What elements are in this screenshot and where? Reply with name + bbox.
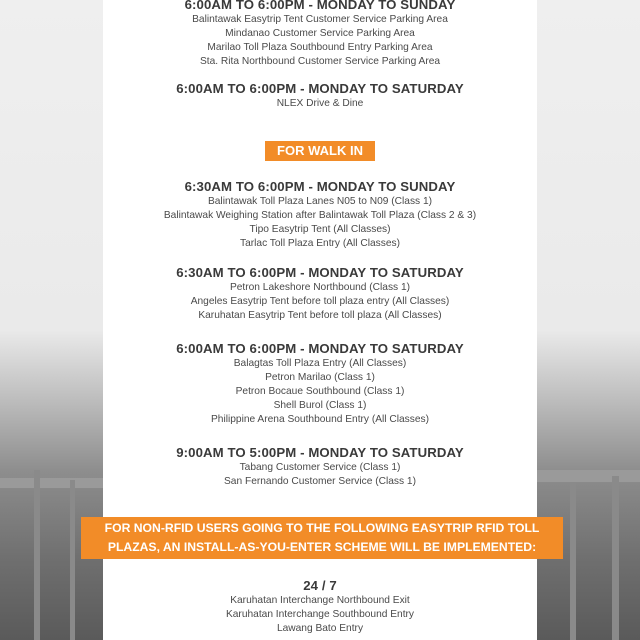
schedule-section: [103, 264, 537, 323]
schedule-heading: 6:00AM TO 6:00PM - MONDAY TO SATURDAY: [176, 81, 464, 96]
location-item: Petron Bocaue Southbound (Class 1): [235, 386, 405, 397]
location-item: Karuhatan Interchange Northbound Exit: [230, 595, 410, 606]
location-item: Sta. Rita Northbound Customer Service Parking Area: [199, 56, 441, 67]
location-item: Balagtas Toll Plaza Entry (All Classes): [233, 358, 407, 369]
location-item: San Fernando Customer Service (Class 1): [224, 476, 416, 487]
schedule-heading: 9:00AM TO 5:00PM - MONDAY TO SATURDAY: [176, 445, 464, 460]
schedule-heading: 6:30AM TO 6:00PM - MONDAY TO SATURDAY: [176, 265, 464, 280]
location-item: Tarlac Toll Plaza Entry (All Classes): [239, 238, 401, 249]
location-item: Marilao Toll Plaza Southbound Entry Parking Area: [207, 42, 433, 53]
location-item: Shell Burol (Class 1): [273, 400, 367, 411]
background-pole: [612, 476, 619, 640]
schedule-section: [103, 0, 537, 69]
location-item: Tabang Customer Service (Class 1): [239, 462, 401, 473]
background-overpass: [537, 470, 640, 482]
location-item: Angeles Easytrip Tent before toll plaza entry (All Classes): [190, 296, 450, 307]
background-pole: [570, 482, 576, 640]
schedule-section: [103, 444, 537, 489]
location-item: NLEX Drive & Dine: [276, 98, 364, 109]
schedule-content: [103, 0, 540, 640]
location-item: Balintawak Easytrip Tent Customer Service Parking Area: [192, 14, 448, 25]
schedule-section: [103, 340, 537, 427]
background-pole: [34, 470, 40, 640]
schedule-heading: 6:00AM TO 6:00PM - MONDAY TO SUNDAY: [184, 0, 456, 12]
schedule-heading: 6:00AM TO 6:00PM - MONDAY TO SATURDAY: [176, 341, 464, 356]
location-item: Karuhatan Easytrip Tent before toll plaza (All Classes): [198, 310, 442, 321]
non-rfid-notice-line: PLAZAS, AN INSTALL-AS-YOU-ENTER SCHEME WILL BE IMPLEMENTED:: [107, 540, 537, 554]
location-item: Balintawak Weighing Station after Balintawak Toll Plaza (Class 2 & 3): [163, 210, 477, 221]
non-rfid-notice: [81, 517, 563, 559]
walk-in-label: FOR WALK IN: [265, 141, 375, 161]
schedule-heading: 24 / 7: [303, 578, 337, 593]
location-item: Mindanao Customer Service Parking Area: [225, 28, 415, 39]
location-item: Karuhatan Interchange Southbound Entry: [225, 609, 415, 620]
schedule-heading: 6:30AM TO 6:00PM - MONDAY TO SUNDAY: [184, 179, 456, 194]
location-item: Lawang Bato Entry: [276, 623, 364, 634]
schedule-section: [103, 577, 537, 636]
schedule-section: [103, 80, 537, 111]
location-item: Petron Marilao (Class 1): [265, 372, 375, 383]
schedule-section: [103, 178, 537, 251]
location-item: Philippine Arena Southbound Entry (All Classes): [210, 414, 430, 425]
background-pole: [70, 480, 75, 640]
location-item: Petron Lakeshore Northbound (Class 1): [229, 282, 411, 293]
background-overpass: [0, 478, 103, 488]
location-item: Balintawak Toll Plaza Lanes N05 to N09 (Class 1): [207, 196, 433, 207]
non-rfid-notice-line: FOR NON-RFID USERS GOING TO THE FOLLOWING EASYTRIP RFID TOLL: [104, 521, 540, 535]
location-item: Tipo Easytrip Tent (All Classes): [249, 224, 391, 235]
